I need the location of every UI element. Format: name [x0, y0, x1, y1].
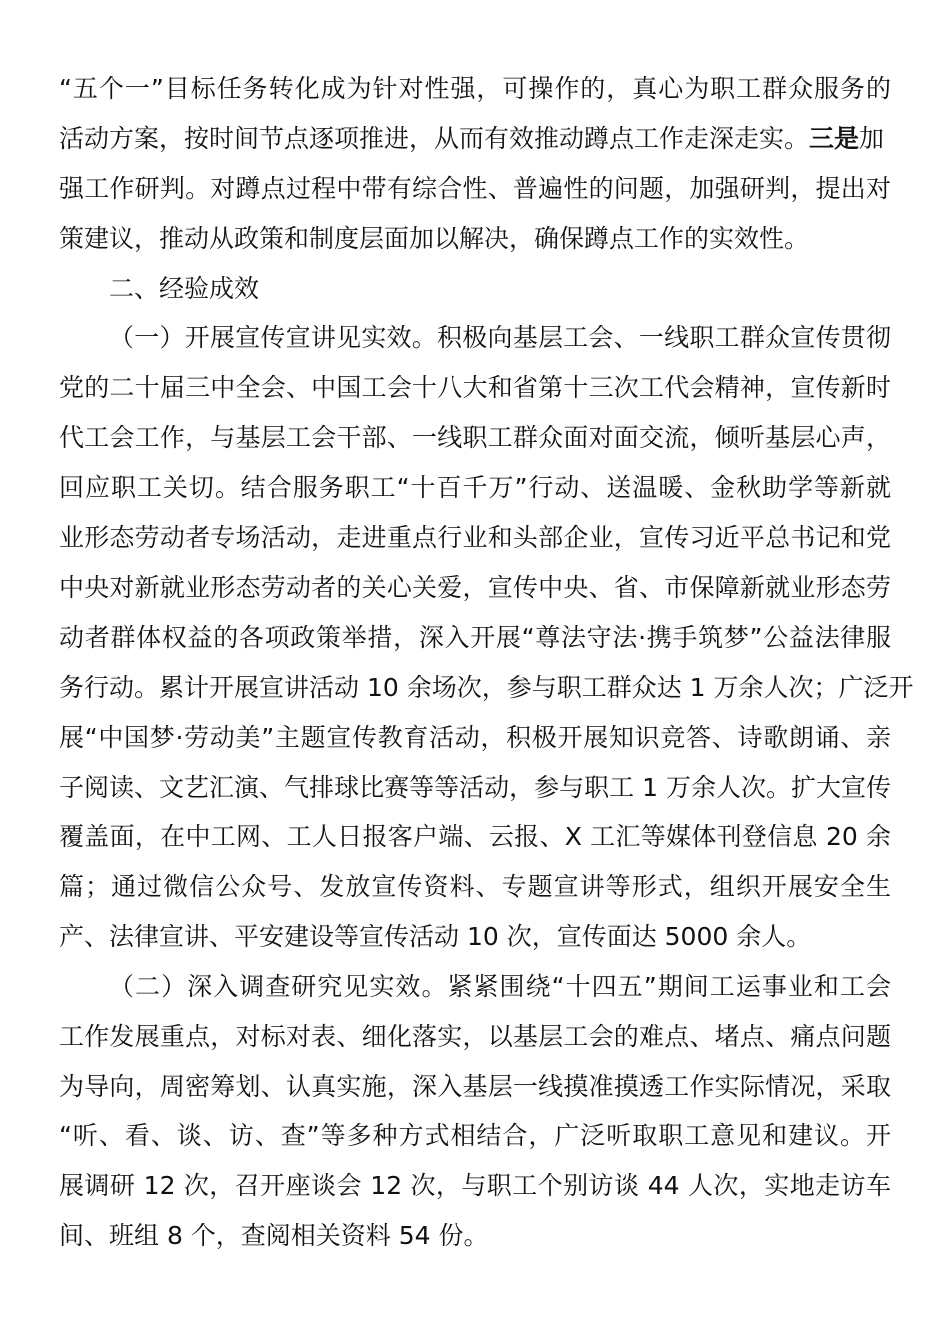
paragraph-2-line-13: 产、法律宣讲、平安建设等宣传活动 10 次，宣传面达 5000 余人。 [59, 922, 812, 951]
paragraph-2-line-7: 动者群体权益的各项政策举措，深入开展“尊法守法·携手筑梦”公益法律服 [59, 623, 891, 652]
paragraph-3-line-4: “听、看、谈、访、查”等多种方式相结合，广泛听取职工意见和建议。开 [59, 1121, 891, 1150]
paragraph-1-line-3: 强工作研判。对蹲点过程中带有综合性、普遍性的问题，加强研判，提出对 [59, 174, 891, 203]
paragraph-3-line-2: 工作发展重点，对标对表、细化落实，以基层工会的难点、堵点、痛点问题 [59, 1022, 891, 1051]
paragraph-2-line-3: 代工会工作，与基层工会干部、一线职工群众面对面交流，倾听基层心声， [59, 423, 891, 452]
paragraph-2-line-11: 覆盖面，在中工网、工人日报客户端、云报、X 工汇等媒体刊登信息 20 余 [59, 822, 891, 851]
paragraph-2-line-8: 务行动。累计开展宣讲活动 10 余场次，参与职工群众达 1 万余人次；广泛开 [59, 673, 914, 702]
paragraph-3-line-6: 间、班组 8 个，查阅相关资料 54 份。 [59, 1221, 489, 1250]
emphasis-text: 三是 [809, 124, 860, 153]
paragraph-2-line-4: 回应职工关切。结合服务职工“十百千万”行动、送温暖、金秋助学等新就 [59, 473, 891, 502]
paragraph-3-line-3: 为导向，周密筹划、认真实施，深入基层一线摸准摸透工作实际情况，采取 [59, 1072, 891, 1101]
paragraph-2-line-9: 展“中国梦·劳动美”主题宣传教育活动，积极开展知识竞答、诗歌朗诵、亲 [59, 723, 891, 752]
paragraph-2-line-10: 子阅读、文艺汇演、气排球比赛等等活动，参与职工 1 万余人次。扩大宣传 [59, 773, 891, 802]
paragraph-3-line-1: （二）深入调查研究见实效。紧紧围绕“十四五”期间工运事业和工会 [109, 972, 891, 1001]
paragraph-2-line-5: 业形态劳动者专场活动，走进重点行业和头部企业，宣传习近平总书记和党 [59, 523, 891, 552]
paragraph-2-line-1: （一）开展宣传宣讲见实效。积极向基层工会、一线职工群众宣传贯彻 [109, 323, 891, 352]
paragraph-1-line-1: “五个一”目标任务转化成为针对性强，可操作的，真心为职工群众服务的 [59, 74, 891, 103]
paragraph-3-line-5: 展调研 12 次，召开座谈会 12 次，与职工个别访谈 44 人次，实地走访车 [59, 1171, 891, 1200]
paragraph-2-line-6: 中央对新就业形态劳动者的关心关爱，宣传中央、省、市保障新就业形态劳 [59, 573, 891, 602]
paragraph-2-line-2: 党的二十届三中全会、中国工会十八大和省第十三次工代会精神，宣传新时 [59, 373, 891, 402]
paragraph-1-line-2: 活动方案，按时间节点逐项推进，从而有效推动蹲点工作走深走实。三是加 [59, 124, 885, 153]
paragraph-2-line-12: 篇；通过微信公众号、发放宣传资料、专题宣讲等形式，组织开展安全生 [59, 872, 891, 901]
section-heading: 二、经验成效 [109, 274, 260, 303]
paragraph-1-line-4: 策建议，推动从政策和制度层面加以解决，确保蹲点工作的实效性。 [59, 224, 810, 253]
